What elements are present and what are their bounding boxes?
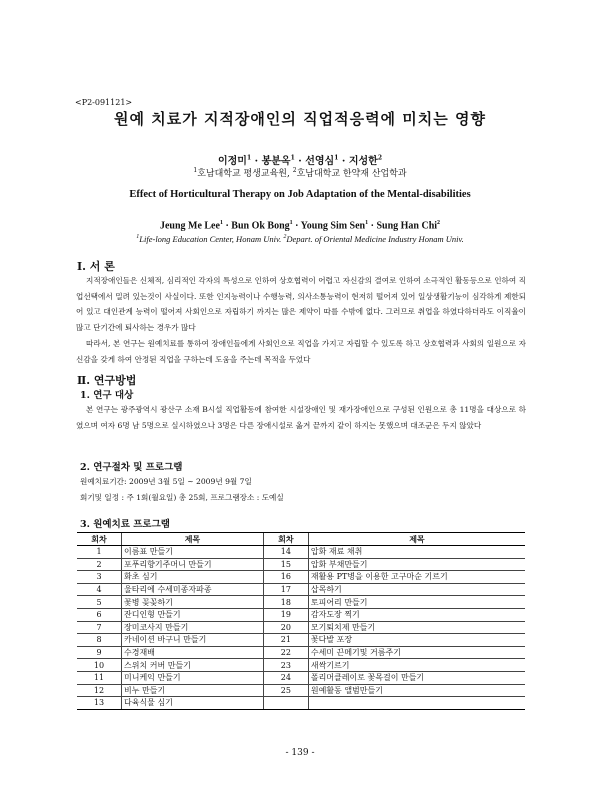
authors-english: Jeung Me Lee$^1$ · Bun Ok Bong$^1$ · Young Sim Sen$^1$ · Sung Han Chi$^2$: [159, 220, 441, 232]
table-row: [77, 697, 525, 710]
author-name: 봉분옥: [261, 156, 291, 167]
paper-code: <P2-091121>: [75, 98, 133, 107]
session-title: 재활용 PT병을 이용한 고구마순 기르기: [308, 571, 525, 584]
affiliation-text: Depart. of Oriental Medicine Industry Honam Univ.: [286, 234, 464, 244]
session-number: 8: [77, 634, 122, 647]
session-title: 비누 만들기: [122, 684, 264, 697]
author-name: Bun Ok Bong: [231, 220, 290, 232]
session-title: 감자도장 찍기: [308, 608, 525, 621]
session-number: 23: [263, 659, 308, 672]
table-row: [77, 583, 525, 596]
session-title: 스위치 커버 만들기: [122, 659, 264, 672]
session-number: 15: [263, 558, 308, 571]
session-title: 울타리에 수세미종자파종: [122, 583, 264, 596]
affiliation-superscript: 2: [292, 167, 297, 174]
session-number: 11: [77, 671, 122, 684]
session-title: 수경재배: [122, 646, 264, 659]
author-name: 지성한: [348, 156, 378, 167]
table-row: [77, 659, 525, 672]
table-row: [77, 596, 525, 609]
session-title: 토피어리 만들기: [308, 596, 525, 609]
section-heading-introduction: Ⅰ. 서 론: [77, 260, 115, 273]
affiliation-english: [0, 234, 600, 244]
session-number: 13: [77, 697, 122, 710]
section-heading-methods: Ⅱ. 연구방법: [77, 374, 137, 387]
table-row: [77, 571, 525, 584]
session-number: 4: [77, 583, 122, 596]
session-number: [263, 697, 308, 710]
session-number: 14: [263, 546, 308, 559]
session-title: 압화 부채만들기: [308, 558, 525, 571]
affiliation-superscript: 1: [136, 234, 140, 241]
session-number: 25: [263, 684, 308, 697]
program-table: [77, 532, 525, 710]
affiliation-superscript: 1: [193, 167, 198, 174]
table-row: [77, 684, 525, 697]
table-row: [77, 671, 525, 684]
session-number: 5: [77, 596, 122, 609]
affiliation-text: 호남대학교 평생교육원,: [197, 169, 290, 179]
session-title: 꽃병 꽂꽂하기: [122, 596, 264, 609]
therapy-schedule: 회기및 일정 : 주 1회(월요일) 총 25회, 프로그램장소 : 도예실: [80, 493, 284, 502]
session-number: 10: [77, 659, 122, 672]
author-name: 이정미: [217, 156, 247, 167]
table-row: [77, 546, 525, 559]
session-title: 잔디인형 만들기: [122, 608, 264, 621]
session-title: 폴리머클레이로 꽃목걸이 만들기: [308, 671, 525, 684]
subsection-heading-subjects: 1. 연구 대상: [80, 390, 134, 401]
session-title: 모기퇴치제 만들기: [308, 621, 525, 634]
session-title: 삽목하기: [308, 583, 525, 596]
column-header: 회차: [77, 533, 122, 546]
session-title: 이름표 만들기: [122, 546, 264, 559]
session-title: 카네이션 바구니 만들기: [122, 634, 264, 647]
session-number: 3: [77, 571, 122, 584]
session-number: 9: [77, 646, 122, 659]
session-title: 수세미 끈메기및 거름주기: [308, 646, 525, 659]
session-number: 18: [263, 596, 308, 609]
session-number: 22: [263, 646, 308, 659]
authors-korean: 이정미$^1$ · 봉분옥$^1$ · 선영심$^1$ · 지성한$^2$: [217, 154, 383, 167]
intro-paragraph: 지적장애인들은 신체적, 심리적인 각자의 특성으로 인하여 상호협력이 어렵고 자신감의 결여로 인하여 소극적인 활동등으로 인하여 직업선택에서 밀려 있는것이 사실이다. 또한 인지능력이나 수행능력, 의사소통능력이 현저히 떨어져 있어 일상생활기능이 심각하게 제한되어 있고 대인관계 능력이 떨어져 사회인으로 자립하기 까지는 많은 제약이 따를 수밖에 없다. 그러므로 취업을 하였다하더라도 이직율이 많고 단기간에 퇴사하는 경우가 많다: [76, 276, 526, 332]
session-number: 16: [263, 571, 308, 584]
session-title: 화초 심기: [122, 571, 264, 584]
subsection-heading-program: 3. 원예치료 프로그램: [80, 519, 170, 530]
author-superscript: 1: [365, 220, 369, 226]
author-name: Jeung Me Lee: [159, 220, 220, 232]
session-number: 17: [263, 583, 308, 596]
column-header: 제목: [308, 533, 525, 546]
table-row: [77, 646, 525, 659]
session-number: 20: [263, 621, 308, 634]
session-title: 압화 재료 채취: [308, 546, 525, 559]
session-title: 꽃다발 포장: [308, 634, 525, 647]
author-name: Sung Han Chi: [376, 220, 438, 232]
session-title: 다육식물 심기: [122, 697, 264, 710]
column-header: 제목: [122, 533, 264, 546]
author-superscript: 2: [437, 220, 441, 226]
author-superscript: 1: [290, 154, 295, 162]
subsection-heading-procedure: 2. 연구절차 및 프로그램: [80, 462, 183, 473]
affiliation-text: 호남대학교 한약재 산업학과: [296, 169, 407, 179]
session-title: 장미코사지 만들기: [122, 621, 264, 634]
session-title: [308, 697, 525, 710]
session-number: 24: [263, 671, 308, 684]
session-title: 포푸리향기주머니 만들기: [122, 558, 264, 571]
author-superscript: 2: [377, 154, 383, 162]
session-title: 새싹기르기: [308, 659, 525, 672]
author-superscript: 1: [246, 154, 252, 162]
session-number: 2: [77, 558, 122, 571]
column-header: 회차: [263, 533, 308, 546]
intro-paragraph: 따라서, 본 연구는 원예치료를 통하여 장애인들에게 사회인으로 직업을 가지고 자립할 수 있도록 하고 상호협력과 사회의 일원으로 자신감을 갖게 하여 안정된 직업을 구하는데 도움을 주는데 목적을 두었다: [76, 339, 526, 364]
author-name: Young Sim Sen: [300, 220, 366, 232]
session-number: 6: [77, 608, 122, 621]
affiliation-korean: [0, 166, 600, 179]
paper-title: 원예 치료가 지적장애인의 직업적응력에 미치는 영향: [114, 110, 486, 128]
author-name: 선영심: [305, 156, 335, 167]
therapy-period: 원예치료기간: 2009년 3월 5일 ~ 2009년 9월 7일: [80, 477, 252, 486]
session-number: 21: [263, 634, 308, 647]
page-number: - 139 -: [285, 748, 315, 758]
session-number: 19: [263, 608, 308, 621]
author-superscript: 1: [219, 220, 223, 226]
table-row: [77, 608, 525, 621]
affiliation-superscript: 2: [283, 234, 287, 241]
session-number: 7: [77, 621, 122, 634]
affiliation-text: Life-long Education Center, Honam Univ.: [139, 234, 282, 244]
session-title: 원예활동 앨범만들기: [308, 684, 525, 697]
table-header-row: [77, 533, 525, 546]
author-superscript: 1: [289, 220, 293, 226]
subjects-paragraph: 본 연구는 광주광역시 광산구 소재 B시설 직업활동에 참여한 시설장애인 및 재가장애인으로 구성된 인원으로 총 11명을 대상으로 하였으며 여자 6명 남 5명으로 실시하였으나 3명은 다른 장애시설로 옮겨 끝까지 같이 하지는 못했으며 대조군은 두지 않았다: [76, 405, 526, 430]
session-title: 미니케익 만들기: [122, 671, 264, 684]
session-number: 1: [77, 546, 122, 559]
table-row: [77, 634, 525, 647]
session-number: 12: [77, 684, 122, 697]
paper-title-english: Effect of Horticultural Therapy on Job Adaptation of the Mental-disabilities: [129, 189, 471, 200]
table-row: [77, 621, 525, 634]
table-row: [77, 558, 525, 571]
author-superscript: 1: [334, 154, 339, 162]
